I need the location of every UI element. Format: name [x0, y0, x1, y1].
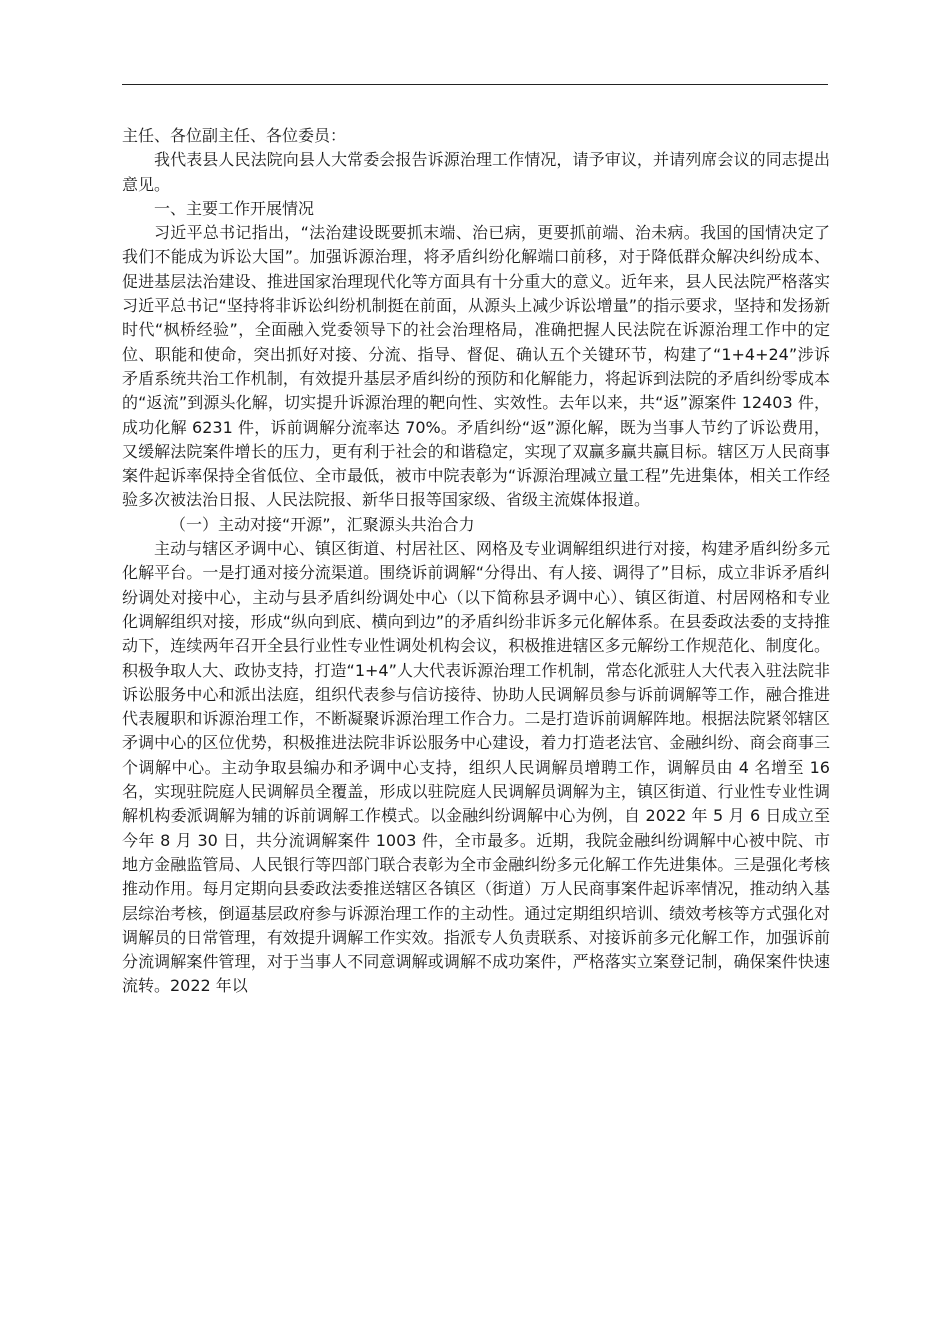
intro-paragraph: 我代表县人民法院向县人大常委会报告诉源治理工作情况，请予审议，并请列席会议的同志提出意见。: [122, 150, 830, 194]
section-paragraph: 习近平总书记指出，“法治建设既要抓末端、治已病，更要抓前端、治未病。我国的国情决定了我们不能成为诉讼大国”。加强诉源治理，将矛盾纠纷化解端口前移，对于降低群众解决纠纷成本、促进基层法治建设、推进国家治理现代化等方面具有十分重大的意义。近年来，县人民法院严格落实习近平总书记“坚持将非诉讼纠纷机制挺在前面，从源头上减少诉讼增量”的指示要求，坚持和发扬新时代“枫桥经验”，全面融入党委领导下的社会治理格局，准确把握人民法院在诉源治理工作中的定位、职能和使命，突出抓好对接、分流、指导、督促、确认五个关键环节，构建了“1+4+24”涉诉矛盾系统共治工作机制，有效提升基层矛盾纠纷的预防和化解能力，将起诉到法院的矛盾纠纷零成本的“返流”到源头化解，切实提升诉源治理的靶向性、实效性。去年以来，共“返”源案件 12403 件，成功化解 6231 件，诉前调解分流率达 70%。矛盾纠纷“返”源化解，既为当事人节约了诉讼费用，又缓解法院案件增长的压力，更有利于社会的和谐稳定，实现了双赢多赢共赢目标。辖区万人民商事案件起诉率保持全省低位、全市最低，被市中院表彰为“诉源治理减立量工程”先进集体，相关工作经验多次被法治日报、人民法院报、新华日报等国家级、省级主流媒体报道。: [122, 223, 830, 510]
document-body: [122, 124, 830, 999]
salutation: 主任、各位副主任、各位委员：: [122, 126, 347, 145]
header-rule: [122, 84, 828, 85]
section-heading: 一、主要工作开展情况: [154, 198, 315, 218]
subsection-paragraph: 主动与辖区矛调中心、镇区街道、村居社区、网格及专业调解组织进行对接，构建矛盾纠纷多元化解平台。一是打通对接分流渠道。围绕诉前调解“分得出、有人接、调得了”目标，成立非诉矛盾纠纷调处对接中心，主动与县矛盾纠纷调处中心（以下简称县矛调中心）、镇区街道、村居网格和专业化调解组织对接，形成“纵向到底、横向到边”的矛盾纠纷非诉多元化解体系。在县委政法委的支持推动下，连续两年召开全县行业性专业性调处机构会议，积极推进辖区多元解纷工作规范化、制度化。积极争取人大、政协支持，打造“1+4”人大代表诉源治理工作机制，常态化派驻人大代表入驻法院非诉讼服务中心和派出法庭，组织代表参与信访接待、协助人民调解员参与诉前调解等工作，融合推进代表履职和诉源治理工作，不断凝聚诉源治理工作合力。二是打造诉前调解阵地。根据法院紧邻辖区矛调中心的区位优势，积极推进法院非诉讼服务中心建设，着力打造老法官、金融纠纷、商会商事三个调解中心。主动争取县编办和矛调中心支持，组织人民调解员增聘工作，调解员由 4 名增至 16 名，实现驻院庭人民调解员全覆盖，形成以驻院庭人民调解员调解为主，镇区街道、行业性专业性调解机构委派调解为辅的诉前调解工作模式。以金融纠纷调解中心为例，自 2022 年 5 月 6 日成立至今年 8 月 30 日，共分流调解案件 1003 件，全市最多。近期，我院金融纠纷调解中心被中院、市地方金融监管局、人民银行等四部门联合表彰为全市金融纠纷多元化解工作先进集体。三是强化考核推动作用。每月定期向县委政法委推送辖区各镇区（街道）万人民商事案件起诉率情况，推动纳入基层综治考核，倒逼基层政府参与诉源治理工作的主动性。通过定期组织培训、绩效考核等方式强化对调解员的日常管理，有效提升调解工作实效。指派专人负责联系、对接诉前多元化解工作，加强诉前分流调解案件管理，对于当事人不同意调解或调解不成功案件，严格落实立案登记制，确保案件快速流转。2022 年以: [122, 539, 830, 996]
subsection-heading: （一）主动对接“开源”，汇聚源头共治合力: [170, 514, 475, 534]
